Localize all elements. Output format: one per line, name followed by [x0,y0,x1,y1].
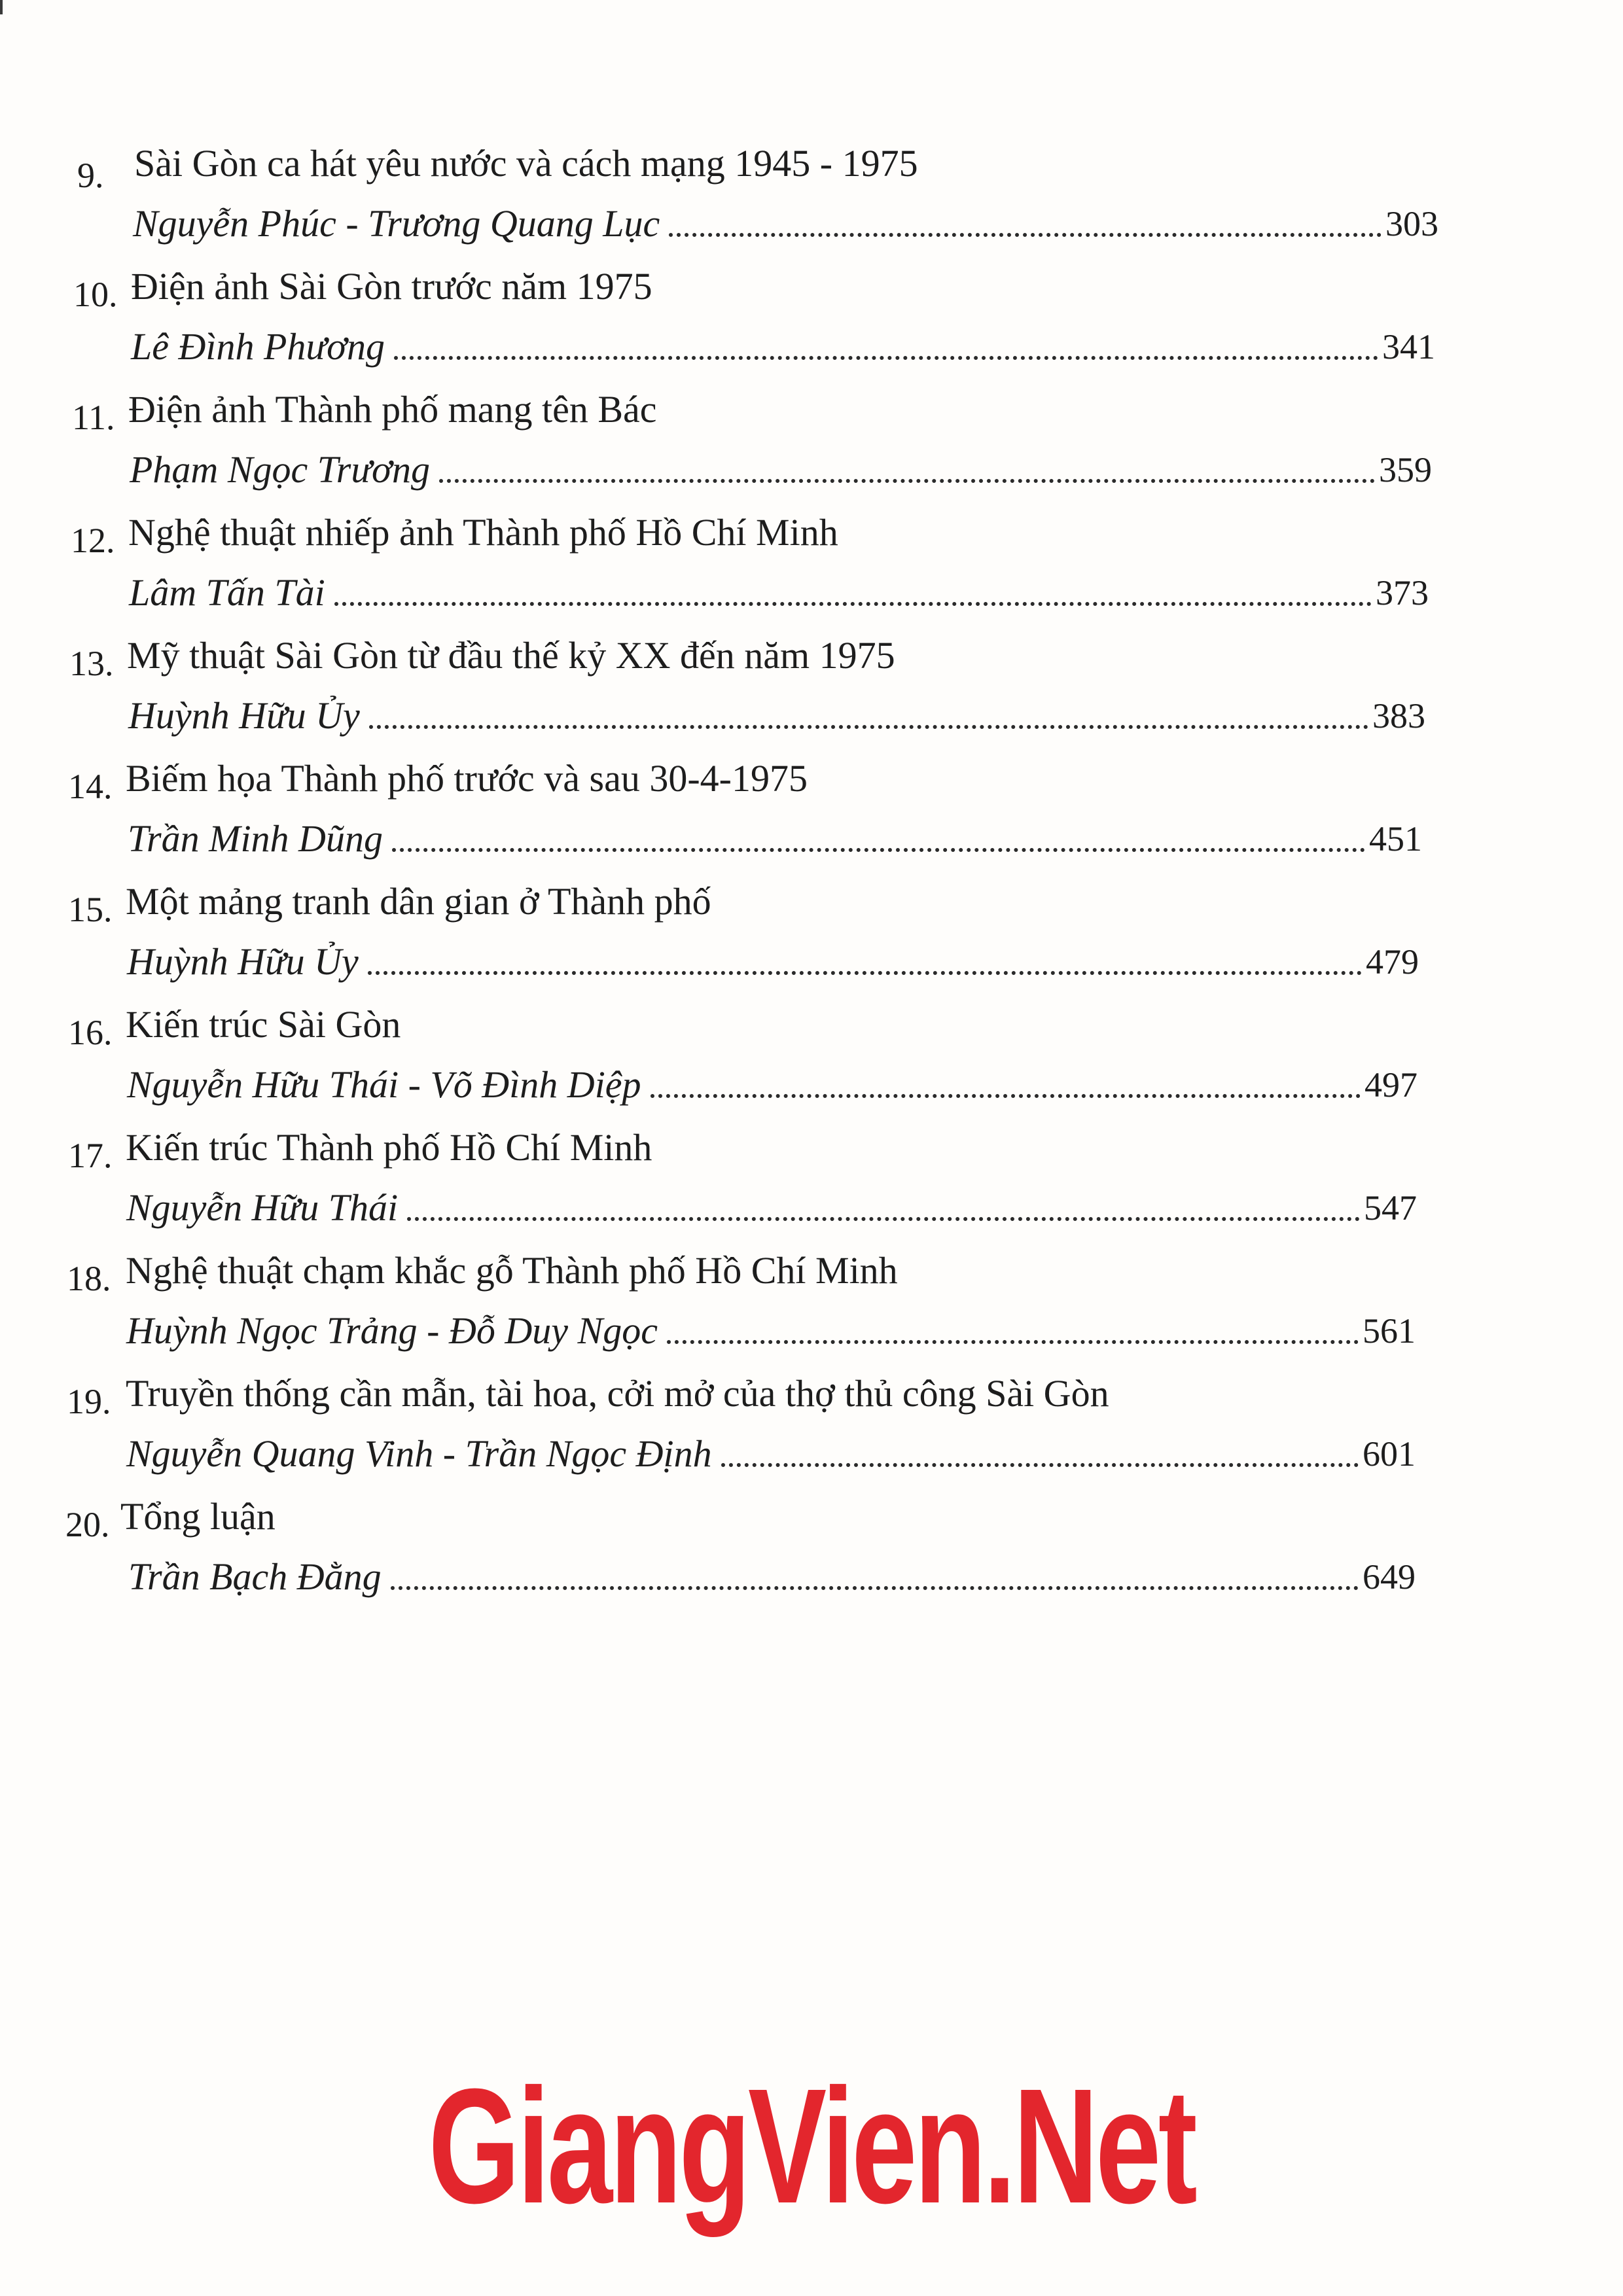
entry-author-line [128,814,1422,860]
entry-author: Nguyễn Hữu Thái [126,1186,399,1229]
entry-author-line [129,568,1429,614]
toc-entry [0,266,1623,383]
entry-author: Nguyễn Quang Vinh - Trần Ngọc Định [126,1432,712,1475]
entry-number: 13. [69,644,114,683]
entry-title: Một mảng tranh dân gian ở Thành phố [126,880,711,923]
entry-number: 10. [73,275,118,314]
dot-leader [669,233,1382,237]
entry-number: 19. [67,1382,111,1421]
dot-leader [391,1586,1359,1590]
entry-author-line [131,322,1435,368]
entry-author: Nguyễn Hữu Thái - Võ Đình Diệp [127,1063,641,1106]
entry-author: Trần Bạch Đằng [128,1555,382,1598]
entry-author-line [126,1306,1416,1352]
toc-entry [0,143,1623,260]
entry-number: 16. [68,1013,113,1052]
entry-number: 15. [68,890,113,929]
toc-entry [0,758,1623,875]
entry-author: Huỳnh Hữu Ủy [128,694,360,737]
toc-entry [0,635,1623,752]
entry-page-number: 373 [1376,573,1429,612]
entry-author-line [127,937,1419,983]
entry-page-number: 341 [1382,327,1435,366]
entry-author: Huỳnh Hữu Ủy [127,940,359,983]
dot-leader [651,1094,1361,1098]
entry-author: Huỳnh Ngọc Trảng - Đỗ Duy Ngọc [126,1309,658,1352]
entry-page-number: 451 [1369,819,1422,858]
entry-title: Kiến trúc Thành phố Hồ Chí Minh [126,1126,652,1169]
dot-leader [334,602,1372,606]
entry-page-number: 601 [1363,1434,1416,1474]
entry-number: 18. [67,1259,111,1298]
toc-entry [0,512,1623,629]
toc-entry [0,881,1623,998]
entry-number: 14. [68,767,113,806]
entry-author: Lâm Tấn Tài [129,571,325,614]
entry-author: Lê Đình Phương [131,325,385,368]
dot-leader [667,1340,1359,1344]
entry-author: Trần Minh Dũng [128,817,383,860]
entry-number: 11. [72,398,115,437]
entry-page-number: 303 [1385,204,1438,243]
entry-author: Phạm Ngọc Trương [130,448,430,491]
dot-leader [392,848,1365,852]
entry-title: Tổng luận [120,1495,276,1538]
entry-number: 20. [65,1505,110,1544]
entry-number: 12. [71,521,115,560]
toc-entry [0,1250,1623,1368]
entry-page-number: 383 [1372,696,1425,735]
dot-leader [407,1217,1360,1221]
entry-author: Nguyễn Phúc - Trương Quang Lục [133,202,660,245]
entry-title: Nghệ thuật nhiếp ảnh Thành phố Hồ Chí Minh [128,511,838,554]
dot-leader [369,725,1368,729]
dot-leader [368,971,1362,975]
entry-author-line [130,445,1432,491]
entry-title: Truyền thống cần mẫn, tài hoa, cởi mở của thợ thủ công Sài Gòn [126,1372,1109,1415]
entry-author-line [128,691,1425,737]
entry-author-line [128,1552,1416,1598]
entry-author-line [133,199,1438,245]
dot-leader [394,356,1378,360]
entry-title: Kiến trúc Sài Gòn [126,1003,401,1046]
entry-page-number: 547 [1364,1188,1417,1227]
toc-entry [0,1127,1623,1245]
entry-page-number: 649 [1363,1557,1416,1597]
entry-title: Sài Gòn ca hát yêu nước và cách mạng 1945 - 1975 [134,142,918,185]
entry-number: 17. [68,1136,113,1175]
dot-leader [721,1463,1359,1467]
entry-page-number: 497 [1364,1065,1418,1104]
entry-title: Điện ảnh Thành phố mang tên Bác [128,388,657,431]
entry-page-number: 479 [1366,942,1419,981]
toc-entry [0,1496,1623,1614]
toc-entry [0,1004,1623,1122]
watermark-text: GiangVien.Net [428,2055,1195,2237]
entry-title: Mỹ thuật Sài Gòn từ đầu thế kỷ XX đến năm 1975 [127,634,895,677]
entry-number: 9. [77,156,104,195]
toc-entry [0,389,1623,506]
entry-page-number: 561 [1363,1311,1416,1351]
entry-title: Biếm họa Thành phố trước và sau 30-4-1975 [126,757,808,800]
entry-title: Nghệ thuật chạm khắc gỗ Thành phố Hồ Chí Minh [126,1249,898,1292]
entry-author-line [127,1060,1418,1106]
entry-page-number: 359 [1379,450,1432,489]
entry-title: Điện ảnh Sài Gòn trước năm 1975 [131,265,652,308]
dot-leader [439,479,1375,483]
entry-author-line [126,1429,1416,1475]
entry-author-line [126,1183,1417,1229]
toc-entry [0,1373,1623,1491]
